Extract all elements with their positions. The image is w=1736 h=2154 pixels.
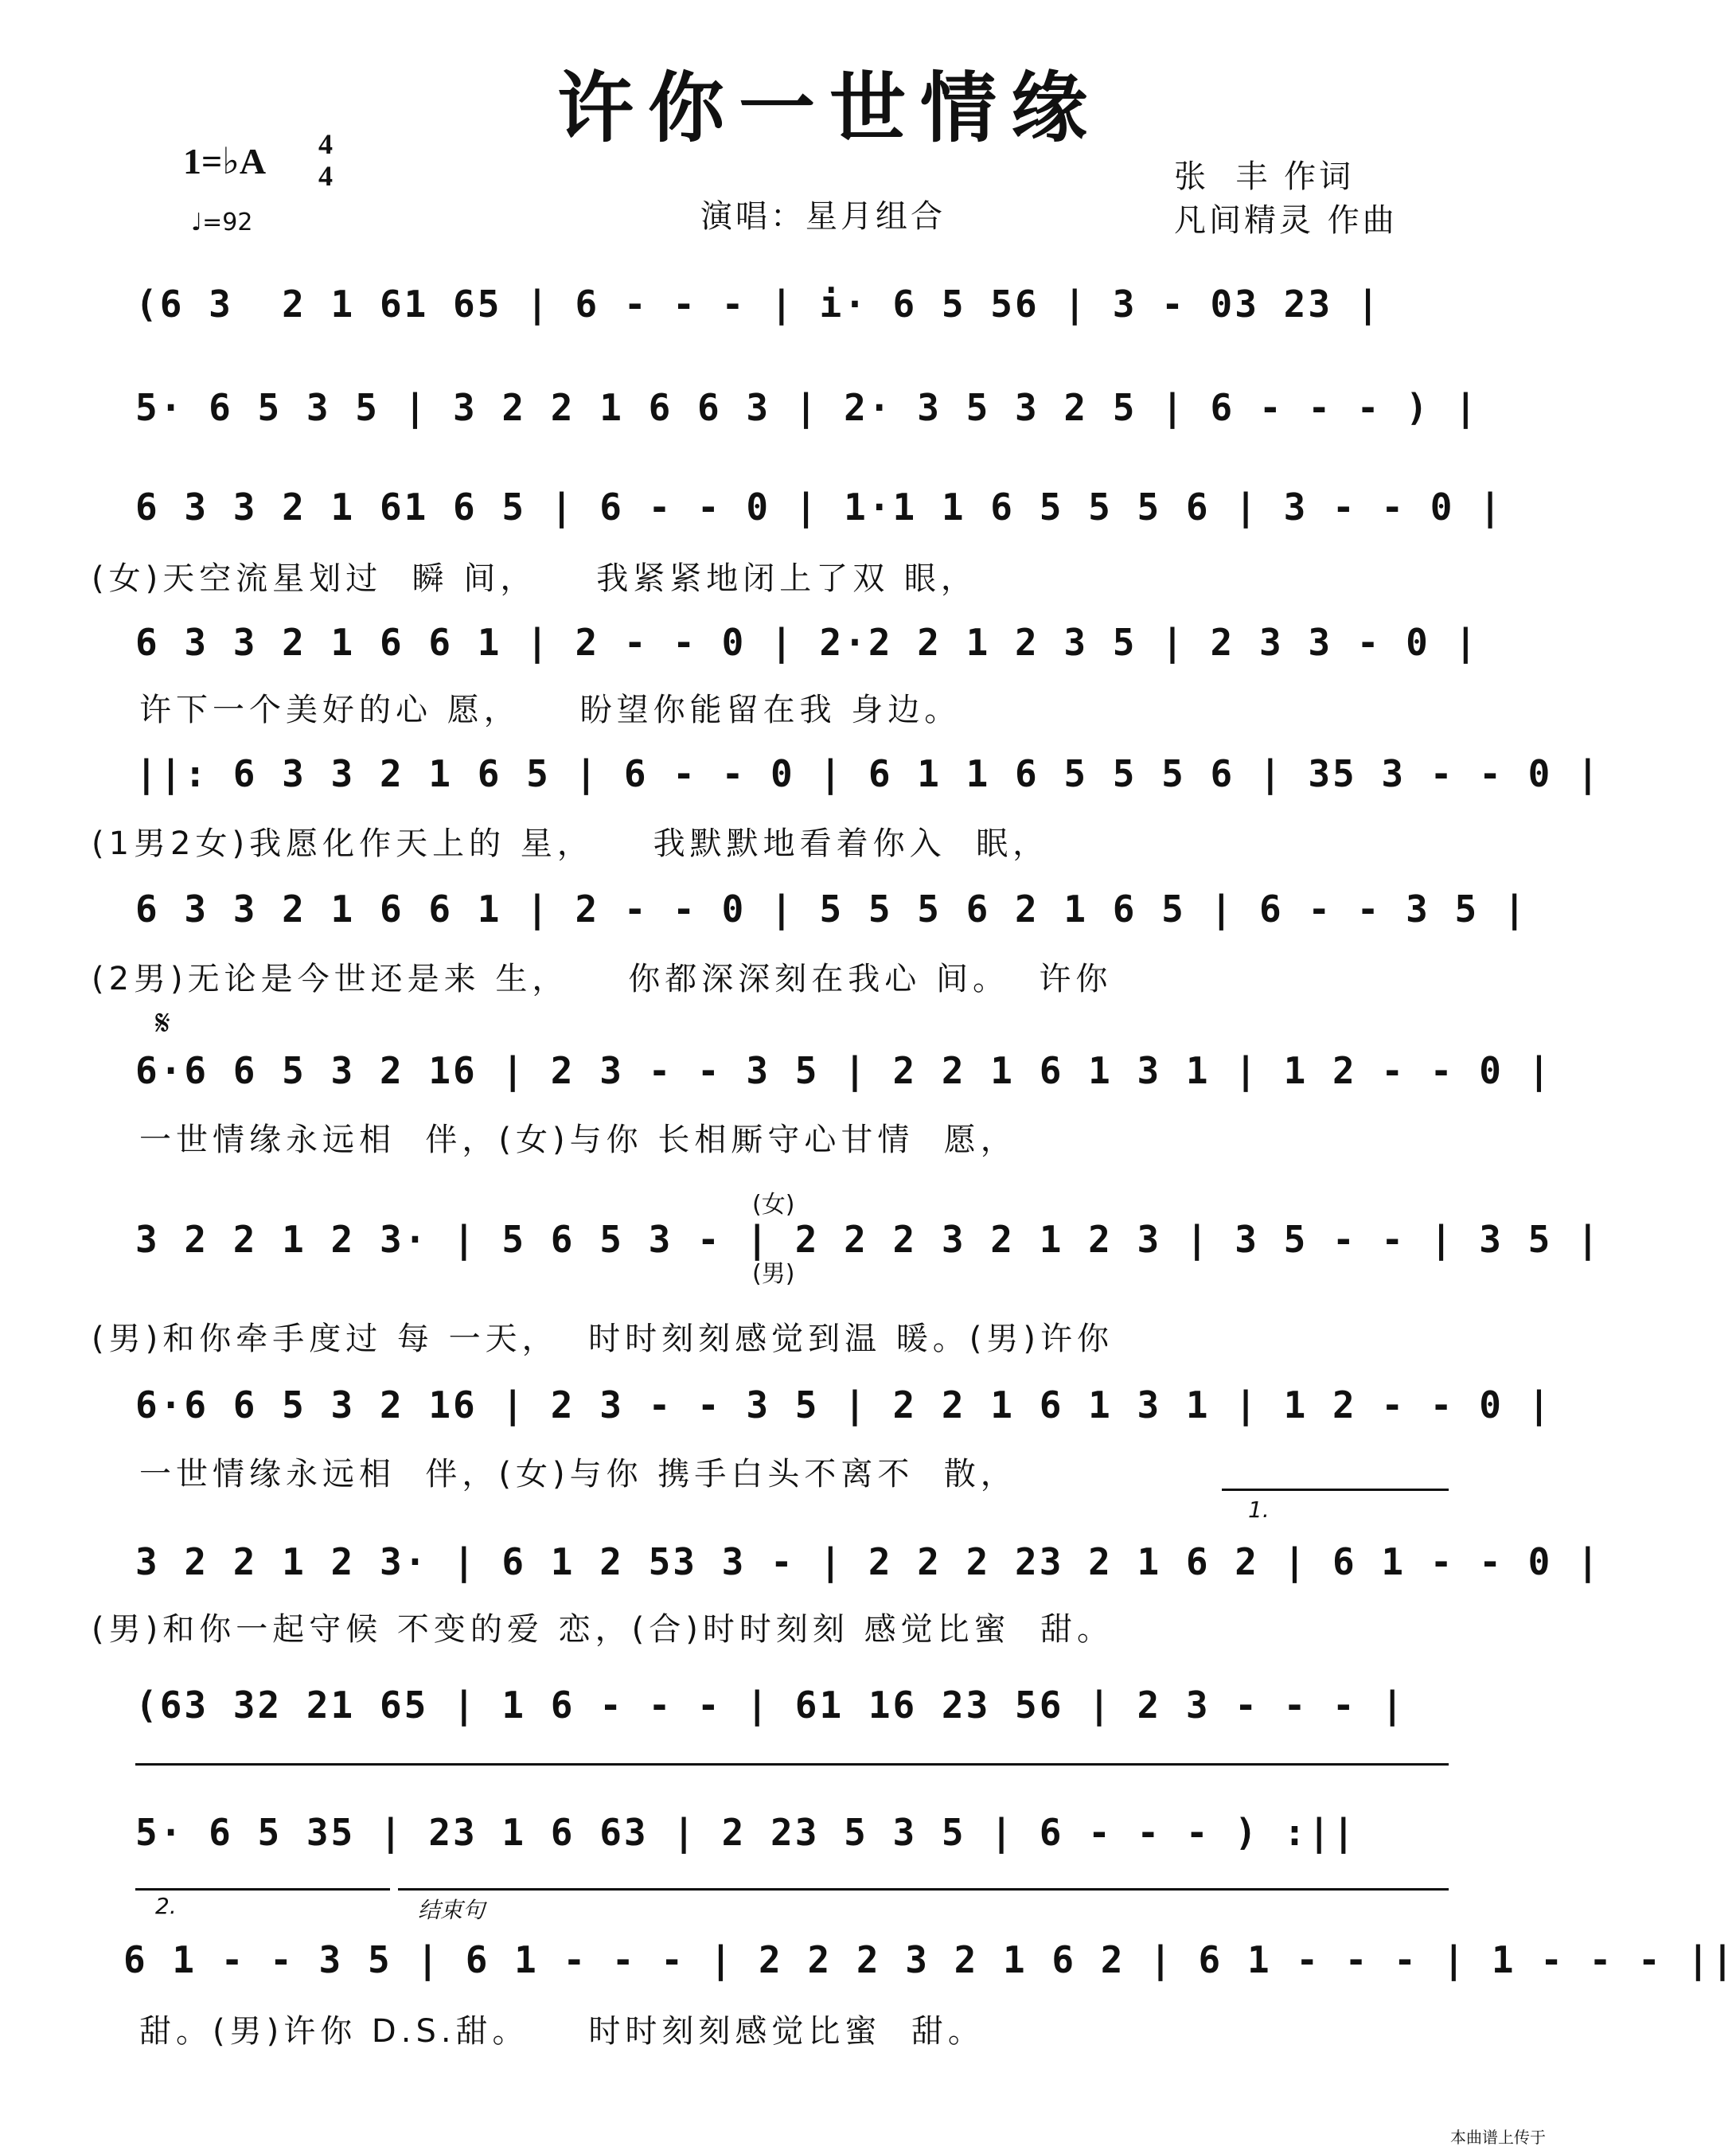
- lyric-line-3: (女)天空流星划过 瞬 间， 我紧紧地闭上了双 眼，: [92, 560, 977, 597]
- ending-2-label: 2.: [155, 1893, 177, 1919]
- voice-label-female: (女): [752, 1191, 795, 1219]
- notation-line-7: 6·6 6 5 3 2 16 | 2 3 - - 3 5 | 2 2 1 6 1 3 1 | 1 2 - - 0 |: [135, 1049, 1553, 1092]
- upload-footer: [1450, 2125, 1546, 2148]
- time-sig-bottom: 4: [318, 160, 333, 192]
- lyric-line-6: (2男)无论是今世还是来 生， 你都深深刻在我心 间。 许你: [92, 961, 1113, 997]
- voice-label-male: (男): [752, 1260, 795, 1288]
- section-divider: [135, 1763, 1449, 1766]
- tempo-marking: ♩=92: [191, 209, 253, 236]
- notation-line-11: (63 32 21 65 | 1 6 - - - | 61 16 23 56 | 2 3 - - - |: [135, 1684, 1406, 1727]
- notation-line-13: 6 1 - - 3 5 | 6 1 - - - | 2 2 2 3 2 1 6 2 | 6 1 - - - | 1 - - - ||: [123, 1938, 1736, 1981]
- notation-line-1: (6 3 2 1 61 65 | 6 - - - | i· 6 5 56 | 3 - 03 23 |: [135, 283, 1382, 326]
- composer-credit: 凡间精灵 作曲: [1174, 202, 1398, 239]
- key-signature: 1=♭A: [183, 141, 267, 181]
- ending-1-label: 1.: [1248, 1496, 1270, 1523]
- time-sig-top: 4: [318, 128, 333, 160]
- notation-line-3: 6 3 3 2 1 61 6 5 | 6 - - 0 | 1·1 1 6 5 5 5 6 | 3 - - 0 |: [135, 486, 1504, 529]
- ending-1-bracket: [1222, 1489, 1449, 1491]
- notation-line-8: 3 2 2 1 2 3· | 5 6 5 3 - | 2 2 2 3 2 1 2 3 | 3 5 - - | 3 5 |: [135, 1218, 1601, 1261]
- coda-label: 结束句: [418, 1897, 486, 1923]
- notation-line-6: 6 3 3 2 1 6 6 1 | 2 - - 0 | 5 5 5 6 2 1 6 5 | 6 - - 3 5 |: [135, 888, 1528, 931]
- footer-text: 本曲谱上传于: [1450, 2128, 1546, 2147]
- notation-line-5: ||: 6 3 3 2 1 6 5 | 6 - - 0 | 6 1 1 6 5 5 5 6 | 35 3 - - 0 |: [135, 752, 1601, 795]
- lyricist-credit: 张 丰 作词: [1174, 158, 1355, 195]
- coda-bracket: [398, 1888, 1449, 1891]
- lyric-line-9: 一世情缘永远相 伴，(女)与你 携手白头不离不 散，: [139, 1456, 1017, 1493]
- lyric-line-10: (男)和你一起守候 不变的爱 恋，(合)时时刻刻 感觉比蜜 甜。: [92, 1611, 1114, 1648]
- notation-line-10: 3 2 2 1 2 3· | 6 1 2 53 3 - | 2 2 2 23 2 1 6 2 | 6 1 - - 0 |: [135, 1540, 1601, 1583]
- lyric-line-13: 甜。(男)许你 D.S.甜。 时时刻刻感觉比蜜 甜。: [139, 2013, 985, 2050]
- ending-2-bracket: [135, 1888, 390, 1891]
- lyric-line-7: 一世情缘永远相 伴，(女)与你 长相厮守心甘情 愿，: [139, 1122, 1017, 1158]
- notation-line-2: 5· 6 5 3 5 | 3 2 2 1 6 6 3 | 2· 3 5 3 2 5 | 6 - - - ) |: [135, 386, 1480, 429]
- page-title: 许你一世情缘: [557, 63, 1102, 153]
- segno-sign: 𝄋: [155, 1003, 170, 1044]
- notation-line-9: 6·6 6 5 3 2 16 | 2 3 - - 3 5 | 2 2 1 6 1 3 1 | 1 2 - - 0 |: [135, 1383, 1553, 1426]
- lyric-line-5: (1男2女)我愿化作天上的 星， 我默默地看着你入 眠，: [92, 825, 1050, 862]
- lyric-line-4: 许下一个美好的心 愿， 盼望你能留在我 身边。: [139, 692, 962, 728]
- singer-credit: 演唱：星月组合: [700, 198, 946, 235]
- notation-line-4: 6 3 3 2 1 6 6 1 | 2 - - 0 | 2·2 2 1 2 3 5 | 2 3 3 - 0 |: [135, 621, 1480, 664]
- notation-line-12: 5· 6 5 35 | 23 1 6 63 | 2 23 5 3 5 | 6 - - - ) :||: [135, 1811, 1357, 1854]
- lyric-line-8: (男)和你牵手度过 每 一天， 时时刻刻感觉到温 暖。(男)许你: [92, 1321, 1114, 1357]
